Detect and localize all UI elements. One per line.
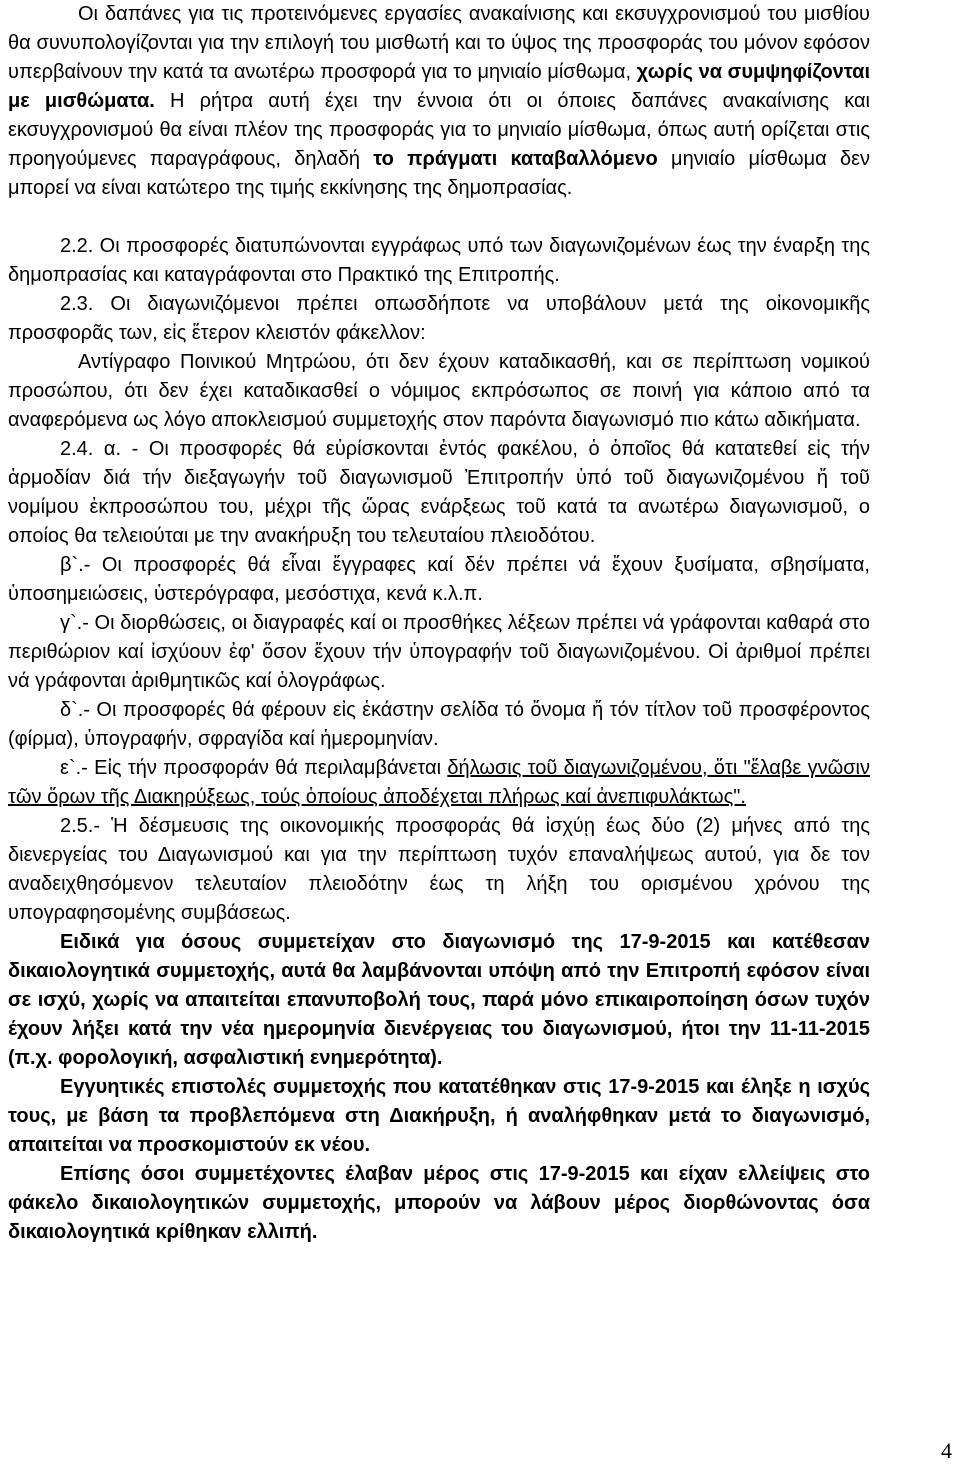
text: Η ρήτρα αυτή έχει την έννοια ότι οι όποιες δαπάνες ανακαίνισης και εκσυγχρονισμού θα είναι πλέον της προσφοράς για το μηνιαίο μίσθωμα, όπως αυτή ορίζεται στις προηγούμενες παραγράφους, δηλαδή (8, 90, 870, 170)
bold-text: χωρίς να συμψηφίζονται με μισθώματα. (8, 61, 871, 112)
paragraph-2-4-b: β`.- Οι προσφορές θά εἶναι ἔγγραφες καί δέν πρέπει νά ἔχουν ξυσίματα, σβησίματα, ὑποσημειώσεις, ὑστερόγραφα, μεσόστιχα, κενά κ.λ.π. (8, 554, 870, 605)
page-number: 4 (941, 1438, 952, 1463)
paragraph-2-4-d: δ`.- Οι προσφορές θά φέρουν εἰς ἑκάστην σελίδα τό ὄνομα ἤ τόν τίτλον τοῦ προσφέροντος (φίρμα), ὑπογραφήν, σφραγίδα καί ἡμερομηνίαν. (8, 699, 870, 750)
bold-text: Επίσης όσοι συμμετέχοντες έλαβαν μέρος στις 17-9-2015 και είχαν ελλείψεις στο φάκελο δικαιολογητικών συμμετοχής, μπορούν να λάβουν μέρος διορθώνοντας όσα δικαιολογητικά κρίθηκαν ελλιπή. (8, 1163, 870, 1243)
paragraph-2-3: 2.3. Οι διαγωνιζόμενοι πρέπει οπωσδήποτε να υποβάλουν μετά της οἰκονομικῆς προσφορᾶς των, εἰς ἕτερον κλειστόν φάκελλον: (8, 293, 870, 344)
document-body (8, 0, 870, 1247)
paragraph-criminal-record: Αντίγραφο Ποινικού Μητρώου, ότι δεν έχουν καταδικασθή, και σε περίπτωση νομικού προσώπου, ότι δεν έχει καταδικασθεί ο νόμιμος εκπρόσωπος σε ποινή για κάποιο από τα αναφερόμενα ως λόγο αποκλεισμού συμμετοχής στον παρόντα διαγωνισμό πιο κάτω αδικήματα. (8, 351, 870, 431)
paragraph-2-2: 2.2. Οι προσφορές διατυπώνονται εγγράφως υπό των διαγωνιζομένων έως την έναρξη της δημοπρασίας και καταγράφονται στο Πρακτικό της Επιτροπής. (8, 235, 870, 286)
bold-text: Ειδικά για όσους συμμετείχαν στο διαγωνισμό της 17-9-2015 και κατέθεσαν δικαιολογητικά συμμετοχής, αυτά θα λαμβάνονται υπόψη από την Επιτροπή εφόσον είναι σε ισχύ, χωρίς να απαιτείται επανυποβολή τους, παρά μόνο επικαιροποίηση όσων τυχόν έχουν λήξει κατά την νέα ημερομηνία διενέργειας του διαγωνισμού, ήτοι την 11-11-2015 (π.χ. φορολογική, ασφαλιστική ενημερότητα). (8, 931, 870, 1069)
paragraph-2-5: 2.5.- Ἡ δέσμευσις της οικονομικής προσφοράς θά ἰσχύῃ έως δύο (2) μήνες από της διενεργείας του Διαγωνισμού και για την περίπτωση τυχόν επαναλήψεως αυτού, για δε τον αναδειχθησόμενον τελευταίον πλειοδότην έως τη λήξη του ορισμένου χρόνου της υπογραφησομένης συμβάσεως. (8, 815, 870, 924)
underlined-text: δήλωσις τοῦ διαγωνιζομένου, ὅτι "ἔλαβε γνῶσιν τῶν ὅρων τῆς Διακηρύξεως, τούς ὁποίους ἀποδέχεται πλήρως καί ἀνεπιφυλάκτως". (8, 757, 870, 808)
paragraph-guarantees (8, 1073, 870, 1160)
text: ε`.- Εἰς τήν προσφοράν θά περιλαμβάνεται (60, 757, 448, 779)
text: μηνιαίο μίσθωμα δεν μπορεί να είναι κατώτερο της τιμής εκκίνησης της δημοπρασίας. (8, 148, 870, 199)
paragraph-costs-clause (8, 0, 870, 203)
text: Οι δαπάνες για τις προτεινόμενες εργασίες ανακαίνισης και εκσυγχρονισμού του μισθίου θα συνυπολογίζονται για την επιλογή του μισθωτή και το ύψος της προσφοράς του μόνον εφόσον υπερβαίνουν την κατά τα ανωτέρω προσφορά για το μηνιαίο μίσθωμα, (8, 3, 870, 83)
paragraph-deficiencies (8, 1160, 870, 1247)
bold-text: το πράγματι καταβαλλόμενο (373, 148, 658, 170)
paragraph-special-note (8, 928, 870, 1073)
paragraph-2-4-a: 2.4. α. - Οι προσφορές θά εὑρίσκονται ἐντός φακέλου, ὁ ὁποῖος θά κατατεθεί εἰς τήν ἁρμοδίαν διά τήν διεξαγωγήν τοῦ διαγωνισμοῦ Ἐπιτροπήν ὑπό τοῦ διαγωνιζομένου ἤ τοῦ νομίμου ἐκπροσώπου του, μέχρι τῆς ὥρας ενάρξεως τοῦ κατά τα ανωτέρω διαγωνισμοῦ, ο οποίος θα τελειούται με την ανακήρυξη του τελευταίου πλειοδότου. (8, 438, 870, 547)
bold-text: Εγγυητικές επιστολές συμμετοχής που κατατέθηκαν στις 17-9-2015 και έληξε η ισχύς τους, με βάση τα προβλεπόμενα στη Διακήρυξη, ή αναλήφθηκαν μετά το διαγωνισμό, απαιτείται να προσκομιστούν εκ νέου. (8, 1076, 870, 1156)
paragraph-2-4-c: γ`.- Οι διορθώσεις, οι διαγραφές καί οι προσθήκες λέξεων πρέπει νά γράφονται καθαρά στο περιθώριον καί ἰσχύουν ἐφ' ὅσον ἔχουν τήν ὑπογραφήν τοῦ διαγωνιζομένου. Οἱ ἀριθμοί πρέπει νά γράφονται ἀριθμητικῶς καί ὁλογράφως. (8, 612, 870, 692)
paragraph-2-4-e (8, 754, 870, 812)
